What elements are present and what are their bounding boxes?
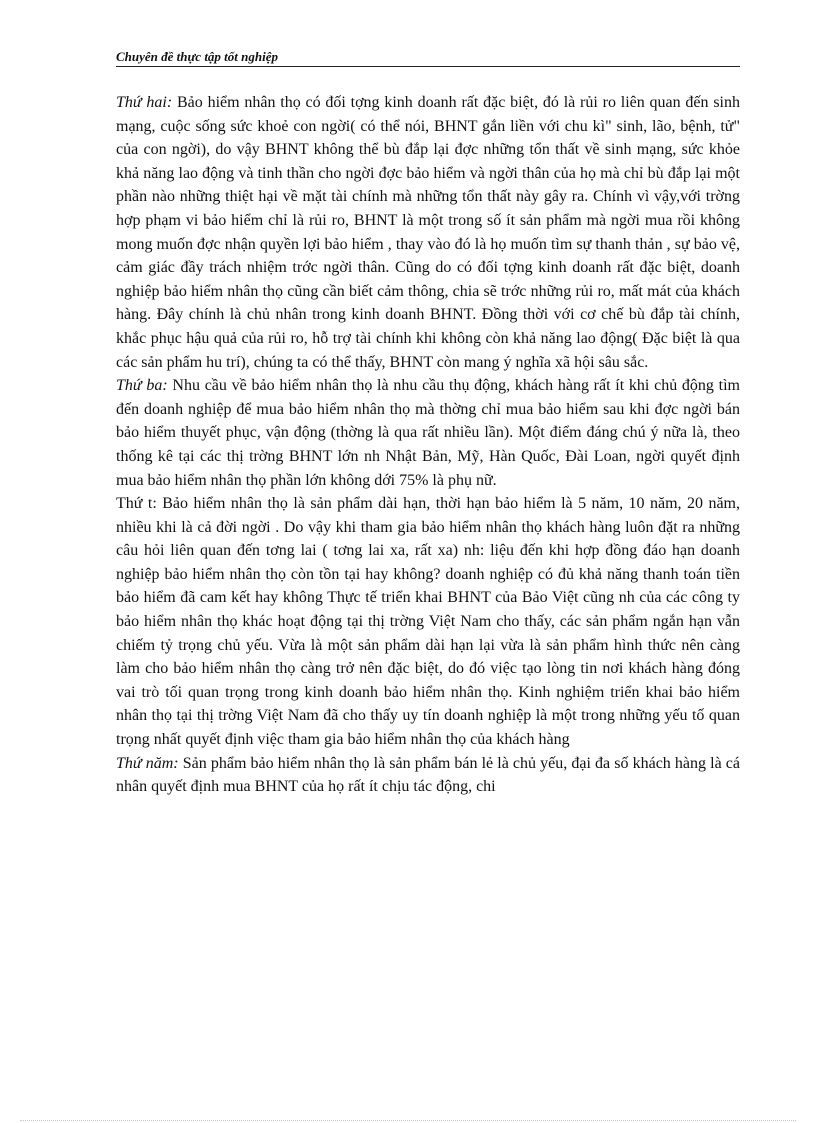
paragraph-lead: Thứ hai: [116, 94, 173, 111]
paragraph-text: Sản phẩm bảo hiểm nhân thọ là sản phẩm bán lẻ là chủ yếu, đại đa số khách hàng là cá nhân quyết định mua BHNT của họ rất ít chịu tác động, chi [116, 754, 740, 796]
page-bottom-border [20, 1120, 796, 1121]
header-title: Chuyên đề thực tập tốt nghiệp [116, 49, 278, 64]
paragraph-text: Nhu cầu về bảo hiểm nhân thọ là nhu cầu thụ động, khách hàng rất ít khi chủ động tìm đến doanh nghiệp để mua bảo hiểm nhân thọ mà thờng chỉ mua bảo hiểm sau khi đợc ngời bán bảo hiểm thuyết phục, vận động (thờng là qua rất nhiều lần). Một điểm đáng chú ý nữa là, theo thống kê tại các thị trờng BHNT lớn nh Nhật Bản, Mỹ, Hàn Quốc, Đài Loan, ngời quyết định mua bảo hiểm nhân thọ phần lớn không dới 75% là phụ nữ. [116, 377, 740, 489]
paragraph-text: Thứ t: Bảo hiểm nhân thọ là sản phẩm dài hạn, thời hạn bảo hiểm là 5 năm, 10 năm, 20 năm, nhiều khi là cả đời ngời . Do vậy khi tham gia bảo hiểm nhân thọ khách hàng luôn đặt ra những câu hỏi liên quan đến tơng lai ( tơng lai xa, rất xa) nh: liệu đến khi hợp đồng đáo hạn doanh nghiệp bảo hiểm nhân thọ còn tồn tại hay không? doanh nghiệp có đủ khả năng thanh toán tiền bảo hiểm đã cam kết hay không Thực tế triển khai BHNT của Bảo Việt cũng nh của các công ty bảo hiểm nhân thọ khác hoạt động tại thị trờng Việt Nam cho thấy, các sản phẩm ngắn hạn vẫn chiếm tỷ trọng chủ yếu. Vừa là một sản phẩm dài hạn lại vừa là sản phẩm hình thức nên càng làm cho bảo hiểm nhân thọ càng trở nên đặc biệt, do đó việc tạo lòng tin nơi khách hàng đóng vai trò tối quan trọng trong kinh doanh bảo hiểm nhân thọ. Kinh nghiệm triển khai bảo hiểm nhân thọ tại thị trờng Việt Nam đã cho thấy uy tín doanh nghiệp là một trong những yếu tố quan trọng nhất quyết định việc tham gia bảo hiểm nhân thọ của khách hàng [116, 495, 740, 749]
paragraph-thu-tu [116, 492, 740, 752]
document-body [116, 91, 740, 799]
paragraph-thu-nam [116, 752, 740, 799]
paragraph-text: Bảo hiểm nhân thọ có đối tợng kinh doanh rất đặc biệt, đó là rủi ro liên quan đến sinh mạng, cuộc sống sức khoẻ con ngời( có thể nói, BHNT gắn liền với chu kì" sinh, lão, bệnh, tử" của con ngời), do vậy BHNT không thể bù đắp lại đợc những tổn thất về sinh mạng, sức khỏe khả năng lao động và tinh thần cho ngời đợc bảo hiểm và ngời thân của họ mà chỉ bù đắp lại một phần nào những thiệt hại về mặt tài chính mà những tổn thất này gây ra. Chính vì vậy,với trờng hợp phạm vi bảo hiểm chỉ là rủi ro, BHNT là một trong số ít sản phẩm mà ngời mua rồi không mong muốn đợc nhận quyền lợi bảo hiểm , thay vào đó là họ muốn tìm sự thanh thản , sự bảo vệ, cảm giác đầy trách nhiệm trớc ngời thân. Cũng do có đối tợng kinh doanh rất đặc biệt, doanh nghiệp bảo hiểm nhân thọ cũng cần biết cảm thông, chia sẽ trớc những rủi ro, mất mát của khách hàng. Đây chính là chủ nhân trong kinh doanh BHNT. Đồng thời với cơ chế bù đắp tài chính, khắc phục hậu quả của rủi ro, hỗ trợ tài chính khi không còn khả năng lao động( Đặc biệt là qua các sản phẩm hu trí), chúng ta có thể thấy, BHNT còn mang ý nghĩa xã hội sâu sắc. [116, 94, 740, 371]
paragraph-thu-hai [116, 91, 740, 374]
paragraph-thu-ba [116, 374, 740, 492]
paragraph-lead: Thứ năm: [116, 754, 179, 772]
page-header [116, 48, 740, 67]
paragraph-lead: Thứ ba: [116, 377, 168, 395]
